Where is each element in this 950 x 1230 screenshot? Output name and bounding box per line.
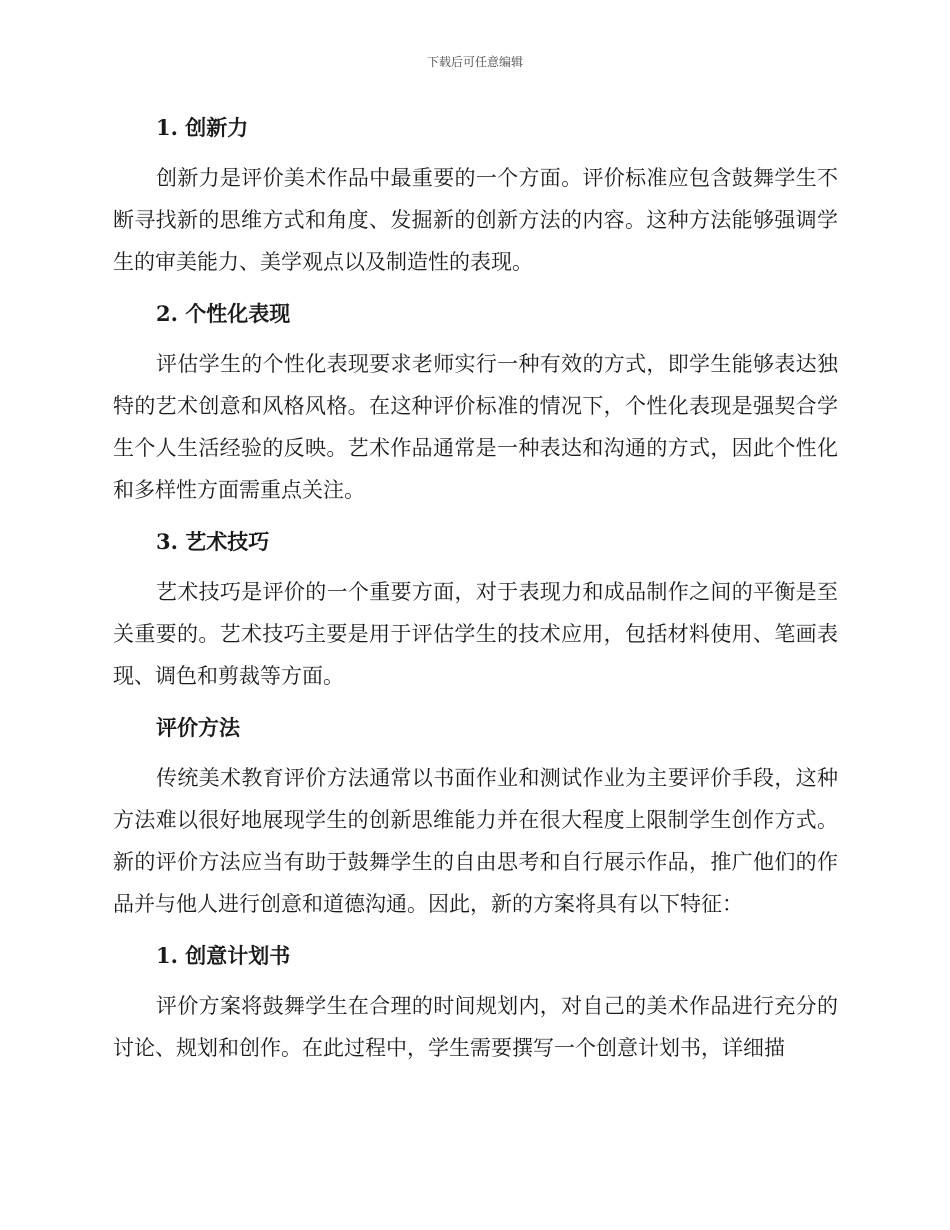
section-heading-personalization: 2. 个性化表现 <box>156 301 291 326</box>
section-paragraph-innovation: 创新力是评价美术作品中最重要的一个方面。评价标准应包含鼓舞学生不断寻找新的思维方式和角度、发掘新的创新方法的内容。这种方法能够强调学生的审美能力、美学观点以及制造性的表现。 <box>113 166 838 274</box>
section-paragraph-creative-plan: 评价方案将鼓舞学生在合理的时间规划内，对自己的美术作品进行充分的讨论、规划和创作。在此过程中，学生需要撰写一个创意计划书，详细描 <box>113 994 838 1060</box>
section-heading-art-skills: 3. 艺术技巧 <box>156 529 270 554</box>
page-header: 下载后可任意编辑 <box>426 55 523 69</box>
section-heading-evaluation-methods: 评价方法 <box>156 715 240 740</box>
section-heading-creative-plan: 1. 创意计划书 <box>156 943 291 968</box>
section-paragraph-evaluation-methods: 传统美术教育评价方法通常以书面作业和测试作业为主要评价手段，这种方法难以很好地展现学生的创新思维能力并在很大程度上限制学生创作方式。新的评价方法应当有助于鼓舞学生的自由思考和自行展示作品，推广他们的作品并与他人进行创意和道德沟通。因此，新的方案将具有以下特征： <box>113 766 838 916</box>
section-paragraph-personalization: 评估学生的个性化表现要求老师实行一种有效的方式，即学生能够表达独特的艺术创意和风格风格。在这种评价标准的情况下，个性化表现是强契合学生个人生活经验的反映。艺术作品通常是一种表达和沟通的方式，因此个性化和多样性方面需重点关注。 <box>113 352 838 502</box>
document-body <box>113 107 838 1079</box>
section-heading-innovation: 1. 创新力 <box>156 115 249 140</box>
section-paragraph-art-skills: 艺术技巧是评价的一个重要方面，对于表现力和成品制作之间的平衡是至关重要的。艺术技巧主要是用于评估学生的技术应用，包括材料使用、笔画表现、调色和剪裁等方面。 <box>113 580 838 688</box>
